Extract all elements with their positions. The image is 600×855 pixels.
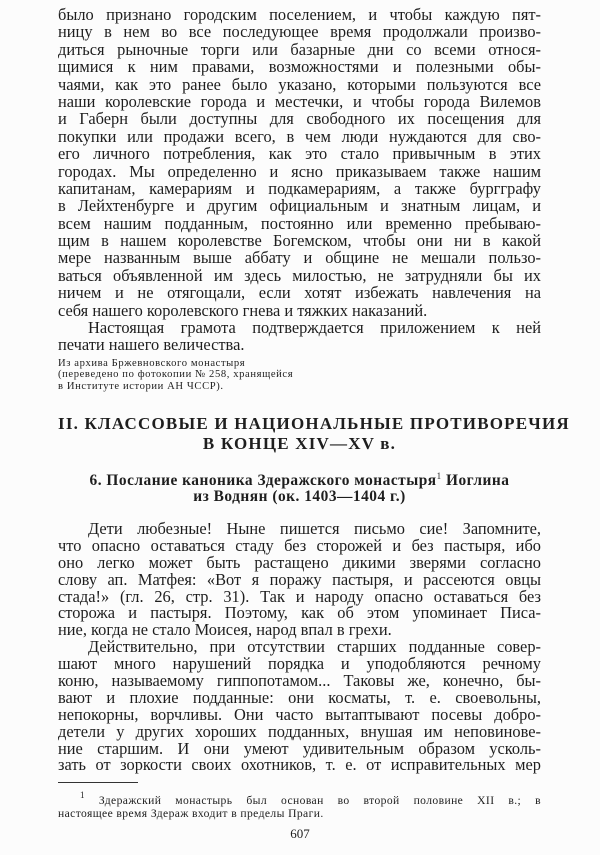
text-line: вают и плохие подданные: они косматы, т. е. своевольны, [58, 687, 541, 707]
document-heading-line2: из Воднян (ок. 1403—1404 г.) [193, 488, 406, 505]
text-line: щимися к ним правами, возможностями и полезными обы- [58, 57, 541, 77]
charter-text-continuation [58, 6, 541, 354]
text-line: покупки или продажи всего, в чем люди нуждаются для сво- [58, 126, 541, 146]
text-line: капитанам, камерариям и подкамерариям, а также бургграфу [58, 178, 541, 198]
text-line: зать от зоркости своих охотников, т. е. от исправительных мер [58, 755, 541, 775]
text-line: Настоящая грамота подтверждается приложением к ней [88, 318, 541, 338]
section-heading-line1: II. КЛАССОВЫЕ И НАЦИОНАЛЬНЫЕ ПРОТИВОРЕЧИЯ [58, 414, 570, 433]
text-line: себя нашего королевского гнева и тяжких наказаний. [58, 300, 428, 320]
text-line: ничем и не отягощали, если хотят избежать навлечения на [58, 283, 541, 303]
footnote [58, 789, 541, 820]
document-heading-text: 6. Послание каноника Здеражского монастыря [89, 472, 437, 489]
text-line: Действительно, при отсутствии старших подданные совер- [88, 637, 541, 657]
footnote-line: настоящее время Здераж входит в пределы Праги. [58, 807, 324, 820]
text-line: чаями, как это ранее было указано, которыми пользуются все [58, 74, 541, 94]
document-heading-text-end: Иоглина [446, 472, 510, 489]
footnote-text: Здеражский монастырь был основан во второй половине XII в.; в [98, 794, 541, 807]
text-line: слову ап. Матфея: «Вот я поражу пастыря, и рассеются овцы [58, 569, 541, 589]
text-line: его личного потребления, как это стало привычным в этих [58, 144, 541, 164]
text-line: диться рыночные торги или базарные дни со всеми относя- [58, 39, 541, 59]
letter-text [58, 521, 541, 774]
text-line: детели у других хороших подданных, внушая им неповинове- [58, 721, 541, 741]
text-line: наши королевские города и местечки, и чтобы города Вилемов [58, 91, 541, 111]
footnote-line [58, 789, 541, 807]
source-note [58, 358, 293, 392]
text-line: печати нашего величества. [58, 335, 245, 355]
section-heading-line2: В КОНЦЕ XIV—XV в. [202, 434, 397, 453]
text-line: мере названным выше аббату и общине не мешали пользо- [58, 248, 541, 268]
text-line: всем нашим подданным, постоянно или временно пребываю- [58, 213, 541, 233]
text-line: в Лейхтенбурге и другим официальным и знатным лицам, и [58, 196, 541, 216]
source-line: Из архива Бржевновского монастыря [58, 358, 246, 369]
text-line: и Габерн были доступны для свободного их посещения для [58, 109, 541, 129]
text-line: было признано городским поселением, и чтобы каждую пят- [58, 5, 541, 24]
text-line: стада!» (гл. 26, стр. 31). Так и народу опасно оставаться без [58, 586, 541, 606]
text-line: непокорны, ворчливы. Они часто вытаптывают посевы добро- [58, 704, 541, 724]
text-line: что опасно оставаться стаду без сторожей и без пастыря, ибо [58, 535, 541, 555]
text-line: ницу в нем во все последующее время продолжали произво- [58, 22, 541, 42]
source-line: в Институте истории АН ЧССР). [58, 380, 224, 392]
page-number: 607 [290, 826, 310, 841]
text-line: оно легко может быть растащено дикими зверями согласно [58, 552, 541, 572]
source-line: (переведено по фотокопии № 258, хранящейся [58, 369, 294, 381]
text-line: сторожа и пастыря. Поэтому, как об этом упоминает Писа- [58, 603, 541, 623]
text-line: Дети любезные! Ныне пишется письмо сие! Запомните, [88, 519, 541, 538]
text-line: коню, называемому гиппопотамом... Таковы же, конечно, бы- [58, 671, 541, 691]
text-line: щим в нашем королевстве Богемском, чтобы они ни в какой [58, 231, 541, 251]
text-line: ние, когда не стало Моисея, народ впал в грехи. [58, 620, 392, 640]
text-line: шают много нарушений порядка и уподобляются речному [58, 654, 541, 674]
footnote-divider [58, 782, 138, 783]
text-line: ние старшим. И они умеют удивительным образом усколь- [58, 738, 541, 758]
text-line: ваться объявленной им здесь милостью, не затрудняли бы их [58, 265, 541, 285]
footnote-reference: 1 [436, 471, 442, 481]
text-line: городах. Мы определенно и ясно приказываем также нашим [58, 161, 541, 181]
footnote-mark: 1 [80, 790, 85, 800]
